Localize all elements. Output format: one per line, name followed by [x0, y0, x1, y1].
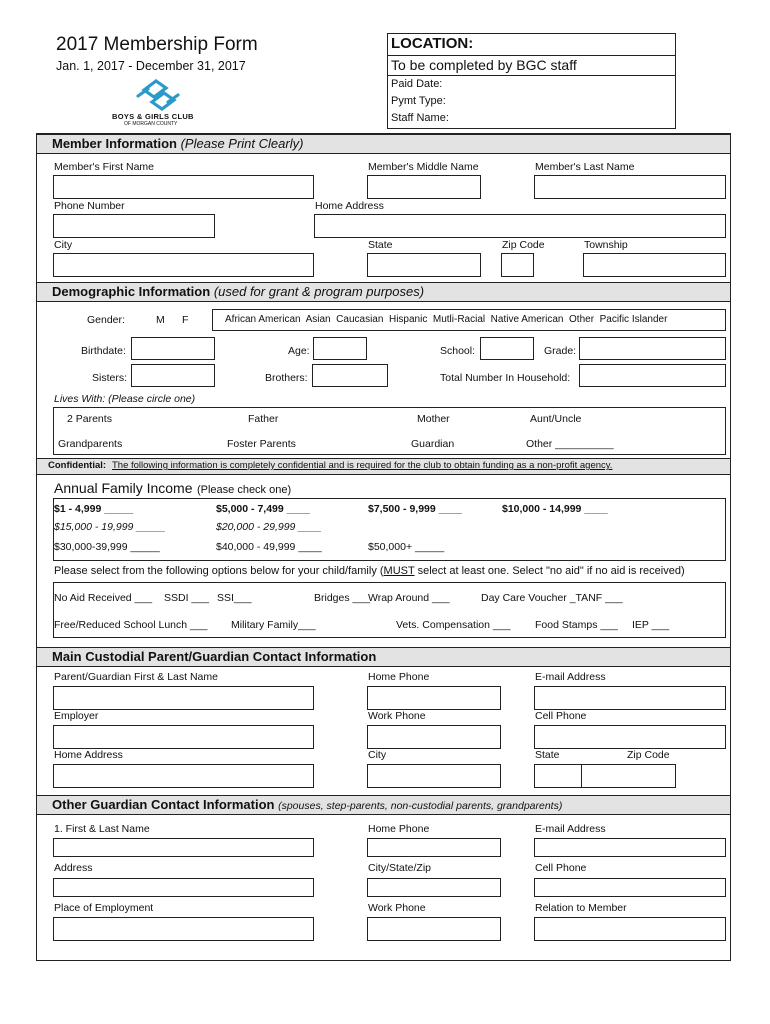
other-city-state-zip-field[interactable] — [367, 878, 501, 897]
staff-name-label: Staff Name: — [391, 112, 449, 124]
employer-label: Employer — [54, 710, 99, 722]
zip-field[interactable] — [501, 253, 534, 277]
aid-lunch[interactable]: Free/Reduced School Lunch ___ — [54, 619, 208, 631]
middle-name-field[interactable] — [367, 175, 481, 199]
income-r3[interactable]: $7,500 - 9,999 ____ — [368, 503, 462, 515]
demographic-heading-note: (used for grant & program purposes) — [213, 284, 425, 299]
household-field[interactable] — [579, 364, 726, 387]
other-city-state-zip-label: City/State/Zip — [368, 862, 432, 874]
logo-text: BOYS & GIRLS CLUB — [112, 112, 194, 121]
bgc-logo — [108, 78, 208, 130]
custodial-home-address-label: Home Address — [54, 749, 123, 761]
confidential-text: The following information is completely confidential and is required for the club to obtain funding as a non-profit agency. — [112, 460, 613, 471]
brothers-field[interactable] — [312, 364, 388, 387]
income-r7[interactable]: $30,000-39,999 _____ — [54, 541, 160, 553]
other-employment-label: Place of Employment — [54, 902, 154, 914]
member-section-header — [37, 134, 730, 154]
opt-other[interactable]: Other __________ — [526, 438, 614, 450]
income-heading: Annual Family Income — [54, 480, 193, 496]
custodial-cell-phone-field[interactable] — [534, 725, 726, 749]
custodial-cell-phone-label: Cell Phone — [535, 710, 587, 722]
custodial-email-label: E-mail Address — [535, 671, 606, 683]
bgc-logo-icon — [108, 78, 208, 112]
location-subtitle: To be completed by BGC staff — [391, 57, 577, 73]
city-field[interactable] — [53, 253, 314, 277]
custodial-zip-label: Zip Code — [627, 749, 670, 761]
custodial-home-phone-label: Home Phone — [368, 671, 430, 683]
guardian-name-label: Parent/Guardian First & Last Name — [54, 671, 218, 683]
aid-instruction-pre: Please select from the following options below for your child/family ( — [54, 565, 384, 577]
gender-label: Gender: — [87, 314, 125, 326]
race-box[interactable] — [212, 309, 726, 331]
aid-instruction — [54, 565, 685, 577]
sisters-field[interactable] — [131, 364, 215, 387]
aid-iep[interactable]: IEP ___ — [632, 619, 670, 631]
custodial-section-header — [37, 647, 730, 667]
birthdate-label: Birthdate: — [81, 345, 126, 357]
aid-bridges[interactable]: Bridges ___ — [314, 592, 371, 604]
other-heading: Other Guardian Contact Information — [52, 797, 275, 812]
gender-m[interactable]: M — [156, 314, 165, 326]
zip-label: Zip Code — [502, 239, 545, 251]
first-name-label: Member's First Name — [54, 161, 155, 173]
location-box — [387, 33, 676, 129]
other-cell-phone-field[interactable] — [534, 878, 726, 897]
other-cell-phone-label: Cell Phone — [535, 862, 587, 874]
last-name-label: Member's Last Name — [535, 161, 635, 173]
income-r6[interactable]: $20,000 - 29,999 ____ — [216, 521, 322, 533]
income-r8[interactable]: $40,000 - 49,999 ____ — [216, 541, 322, 553]
employer-field[interactable] — [53, 725, 314, 749]
other-employment-field[interactable] — [53, 917, 314, 941]
custodial-email-field[interactable] — [534, 686, 726, 710]
income-r1[interactable]: $1 - 4,999 _____ — [54, 503, 134, 515]
lives-with-label: Lives With: (Please circle one) — [54, 393, 196, 405]
school-field[interactable] — [480, 337, 534, 360]
state-field[interactable] — [367, 253, 481, 277]
phone-label: Phone Number — [54, 200, 125, 212]
home-address-field[interactable] — [314, 214, 726, 238]
opt-mother[interactable]: Mother — [417, 413, 450, 425]
opt-2parents[interactable]: 2 Parents — [67, 413, 112, 425]
aid-instruction-must: MUST — [383, 565, 415, 577]
other-relation-field[interactable] — [534, 917, 726, 941]
last-name-field[interactable] — [534, 175, 726, 199]
other-address-field[interactable] — [53, 878, 314, 897]
other-heading-note: (spouses, step-parents, non-custodial parents, grandparents) — [278, 800, 563, 812]
demographic-heading: Demographic Information — [52, 284, 211, 299]
other-relation-label: Relation to Member — [535, 902, 627, 914]
income-r2[interactable]: $5,000 - 7,499 ____ — [216, 503, 310, 515]
gender-f[interactable]: F — [182, 314, 189, 326]
opt-aunt-uncle[interactable]: Aunt/Uncle — [530, 413, 582, 425]
lives-with-box — [53, 407, 726, 455]
sisters-label: Sisters: — [92, 372, 128, 384]
custodial-heading: Main Custodial Parent/Guardian Contact Information — [52, 649, 377, 664]
grade-field[interactable] — [579, 337, 726, 360]
age-field[interactable] — [313, 337, 367, 360]
member-heading-note: (Please Print Clearly) — [180, 136, 304, 151]
household-label: Total Number In Household: — [440, 372, 571, 384]
confidential-label: Confidential: — [48, 460, 107, 471]
demographic-section-header — [37, 282, 730, 302]
first-name-field[interactable] — [53, 175, 314, 199]
other-name-label: 1. First & Last Name — [54, 823, 150, 835]
income-r4[interactable]: $10,000 - 14,999 ____ — [502, 503, 608, 515]
custodial-city-label: City — [368, 749, 387, 761]
custodial-home-phone-field[interactable] — [367, 686, 501, 710]
opt-foster[interactable]: Foster Parents — [227, 438, 296, 450]
other-work-phone-field[interactable] — [367, 917, 501, 941]
school-label: School: — [440, 345, 476, 357]
custodial-state-label: State — [535, 749, 560, 761]
custodial-work-phone-label: Work Phone — [368, 710, 426, 722]
other-email-field[interactable] — [534, 838, 726, 857]
aid-wrap-around[interactable]: Wrap Around ___ — [368, 592, 450, 604]
brothers-label: Brothers: — [265, 372, 308, 384]
custodial-city-field[interactable] — [367, 764, 501, 788]
income-heading-row — [54, 480, 291, 498]
other-work-phone-label: Work Phone — [368, 902, 426, 914]
member-heading: Member Information — [52, 136, 177, 151]
middle-name-label: Member's Middle Name — [368, 161, 479, 173]
paid-date-label: Paid Date: — [391, 78, 443, 90]
income-heading-note: (Please check one) — [196, 484, 292, 496]
home-address-label: Home Address — [315, 200, 384, 212]
aid-food-stamps[interactable]: Food Stamps ___ — [535, 619, 618, 631]
custodial-work-phone-field[interactable] — [367, 725, 501, 749]
location-title: LOCATION: — [391, 35, 474, 52]
aid-no-aid[interactable]: No Aid Received ___ — [54, 592, 153, 604]
city-label: City — [54, 239, 73, 251]
aid-ssi[interactable]: SSI___ — [217, 592, 252, 604]
state-label: State — [368, 239, 393, 251]
guardian-name-field[interactable] — [53, 686, 314, 710]
race-options: African American Asian Caucasian Hispanic Mutli-Racial Native American Other Pacific Islander — [225, 314, 668, 325]
opt-grandparents[interactable]: Grandparents — [58, 438, 123, 450]
confidential-bar — [37, 458, 730, 475]
form-dates: Jan. 1, 2017 - December 31, 2017 — [56, 59, 246, 73]
pymt-type-label: Pymt Type: — [391, 95, 446, 107]
other-home-phone-label: Home Phone — [368, 823, 430, 835]
opt-guardian[interactable]: Guardian — [411, 438, 455, 450]
aid-instruction-post: select at least one. Select "no aid" if no aid is received) — [414, 565, 685, 577]
other-home-phone-field[interactable] — [367, 838, 501, 857]
other-address-label: Address — [54, 862, 93, 874]
opt-father[interactable]: Father — [248, 413, 279, 425]
custodial-state-field[interactable] — [534, 764, 582, 788]
birthdate-field[interactable] — [131, 337, 215, 360]
custodial-home-address-field[interactable] — [53, 764, 314, 788]
income-r5[interactable]: $15,000 - 19,999 _____ — [54, 521, 166, 533]
other-section-header — [37, 795, 730, 815]
other-email-label: E-mail Address — [535, 823, 606, 835]
aid-military[interactable]: Military Family___ — [231, 619, 316, 631]
logo-subtext: OF MORGAN COUNTY — [124, 121, 178, 127]
grade-label: Grade: — [544, 345, 577, 357]
phone-field[interactable] — [53, 214, 215, 238]
township-field[interactable] — [583, 253, 726, 277]
income-r9[interactable]: $50,000+ _____ — [368, 541, 445, 553]
aid-vets[interactable]: Vets. Compensation ___ — [396, 619, 511, 631]
aid-daycare[interactable]: Day Care Voucher _TANF ___ — [481, 592, 623, 604]
other-name-field[interactable] — [53, 838, 314, 857]
age-label: Age: — [288, 345, 310, 357]
custodial-zip-field[interactable] — [581, 764, 676, 788]
aid-ssdi[interactable]: SSDI ___ — [164, 592, 209, 604]
form-title: 2017 Membership Form — [56, 34, 258, 55]
township-label: Township — [584, 239, 628, 251]
